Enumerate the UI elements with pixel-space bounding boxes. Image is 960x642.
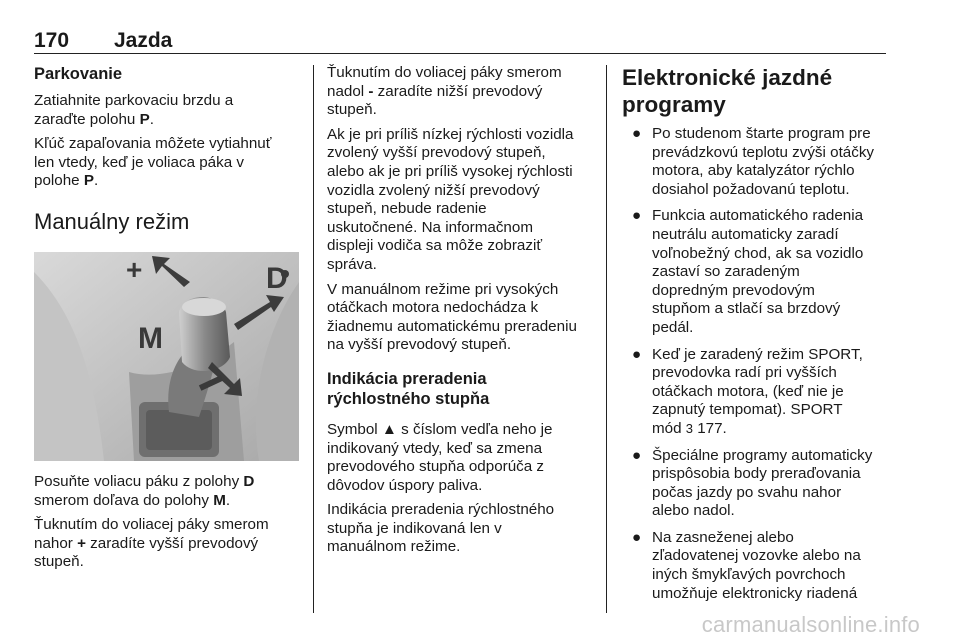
column-2 bbox=[327, 64, 592, 563]
high-rpm-paragraph: V manuálnom režime pri vysokých otáčkach motora nedochádza k žiadnemu automatickému preradeniu na vyšší prevodový stupeň. bbox=[327, 280, 577, 354]
bullet-icon: ● bbox=[632, 446, 642, 464]
downshift-paragraph: Ťuknutím do voliacej páky smerom nadol - zaradíte nižší prevodový stupeň. bbox=[327, 64, 562, 119]
manual-paragraph-1: Posuňte voliacu páku z polohy D smerom doľava do polohy M. bbox=[34, 472, 255, 509]
column-divider-1 bbox=[313, 65, 314, 613]
column-divider-2 bbox=[606, 65, 607, 613]
list-item: ● Keď je zaradený režim SPORT, prevodovka radí pri vyšších otáčkach motora, (keď nie je zapnutý tempomat). SPORT mód 3 177. bbox=[632, 345, 863, 437]
programs-list bbox=[622, 125, 887, 603]
gear-lever-illustration bbox=[34, 252, 299, 461]
list-item: ● Špeciálne programy automaticky prispôsobia body preraďovania počas jazdy po svahu nahor alebo nadol. bbox=[632, 446, 873, 520]
shift-manual-only-paragraph: Indikácia preradenia rýchlostného stupňa je indikovaná len v manuálnom režime. bbox=[327, 501, 555, 556]
gear-lever-svg bbox=[34, 252, 299, 461]
page-reference-icon: 3 bbox=[685, 420, 693, 436]
list-item: ● Na zasneženej alebo zľadovatenej vozovke alebo na iných šmykľavých povrchoch umožňuje elektronicky riadená bbox=[632, 528, 861, 602]
manual-mode-heading: Manuálny režim bbox=[34, 208, 190, 234]
bullet-icon: ● bbox=[632, 125, 642, 142]
parking-heading: Parkovanie bbox=[34, 65, 123, 83]
header-divider bbox=[34, 53, 886, 54]
page-header bbox=[34, 29, 886, 53]
speed-limit-paragraph: Ak je pri príliš nízkej rýchlosti vozidla zvolený vyšší prevodový stupeň, alebo ak je pri príliš vysokej rýchlosti vozidla zvolený nižší prevodový stupeň, nebude radenie uskutočnené. Na informačnom displeji vodiča sa môže zobraziť správa. bbox=[327, 125, 574, 273]
watermark: carmanualsonline.info bbox=[701, 612, 920, 637]
triangle-up-icon: ▲ bbox=[381, 420, 397, 438]
figure-plus-label: + bbox=[126, 253, 143, 285]
bullet-icon: ● bbox=[632, 345, 642, 363]
manual-paragraph-2: Ťuknutím do voliacej páky smerom nahor + zaradíte vyšší prevodový stupeň. bbox=[34, 516, 269, 571]
figure-m-label: M bbox=[138, 321, 163, 355]
parking-paragraph-2: Kľúč zapaľovania môžete vytiahnuť len vtedy, keď je voliaca páka v polohe P. bbox=[34, 135, 272, 190]
list-item: ● Po studenom štarte program pre prevádzkovú teplotu zvýši otáčky motora, aby katalyzátor rýchlo dosiahol požadovanú teplotu. bbox=[632, 125, 875, 198]
position-p: P bbox=[139, 110, 150, 128]
shift-symbol-paragraph: Symbol ▲ s číslom vedľa neho je indikovaný vtedy, keď sa zmena prevodového stupňa odporúča z dôvodov úspory paliva. bbox=[327, 420, 553, 494]
electronic-programs-heading: Elektronické jazdné programy bbox=[622, 65, 833, 117]
column-3 bbox=[622, 64, 887, 611]
bullet-icon: ● bbox=[632, 207, 642, 225]
list-item: ● Funkcia automatického radenia neutrálu automaticky zaradí voľnobežný chod, ak sa vozidlo zastaví so zaradeným dopredným prevodovým stupňom a stlačí sa brzdový pedál. bbox=[632, 207, 864, 336]
page-number: 170 bbox=[34, 29, 70, 52]
parking-paragraph-1: Zatiahnite parkovaciu brzdu a zaraďte polohu P. bbox=[34, 92, 234, 128]
chapter-title: Jazda bbox=[114, 29, 173, 52]
shift-indication-heading: Indikácia preradenia rýchlostného stupňa bbox=[327, 369, 490, 408]
column-1 bbox=[34, 64, 299, 578]
bullet-icon: ● bbox=[632, 528, 642, 546]
figure-d-label: D bbox=[266, 261, 288, 295]
